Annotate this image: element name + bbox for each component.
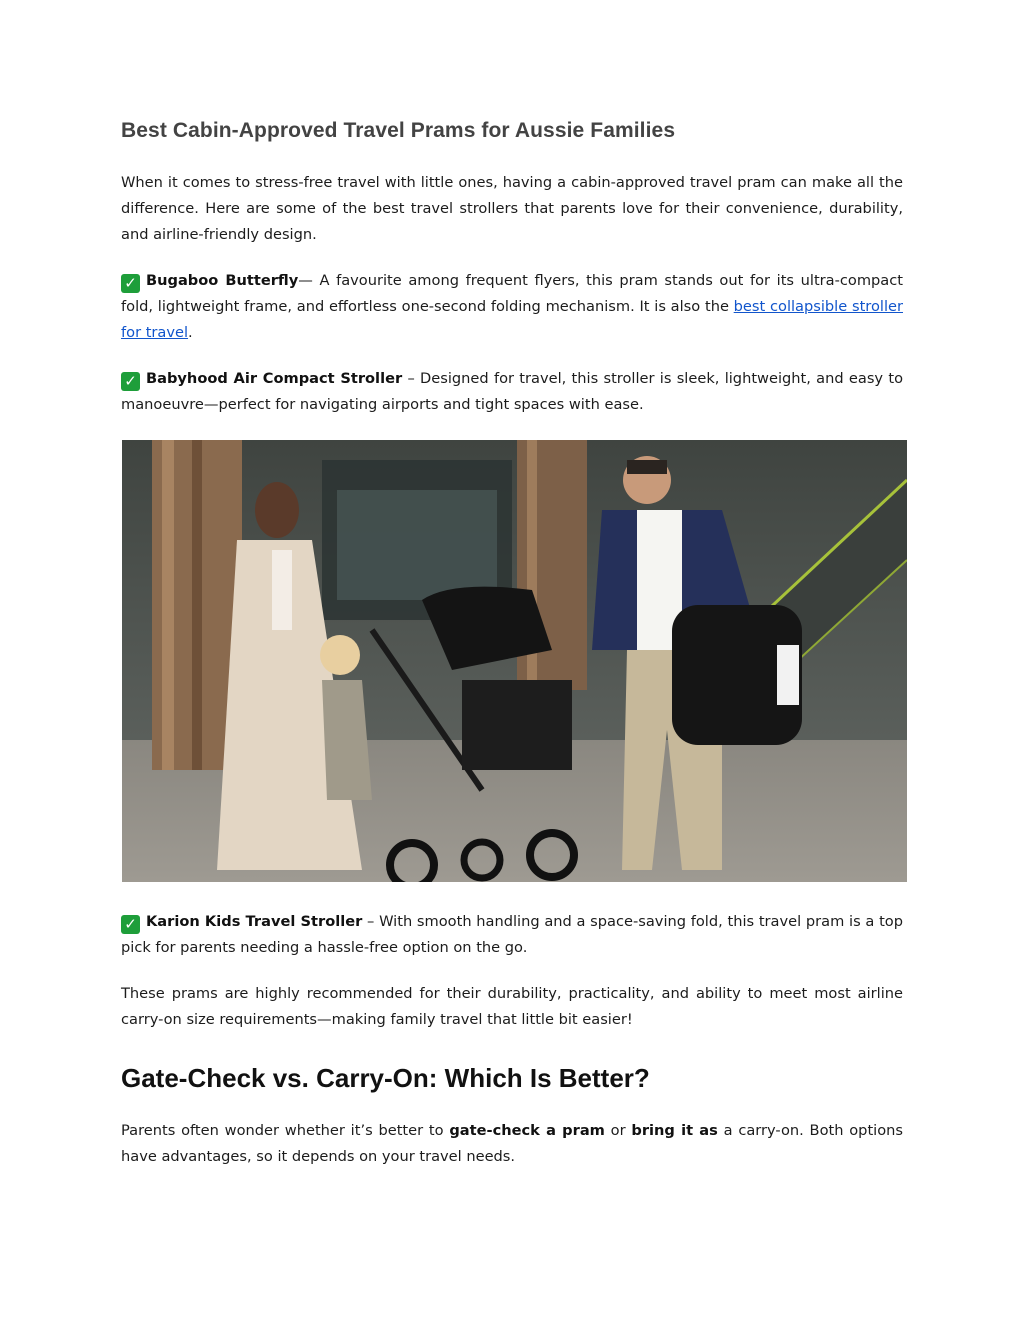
check-icon: ✓ (121, 372, 140, 391)
list-item-bugaboo (121, 268, 903, 346)
summary-paragraph: These prams are highly recommended for their durability, practicality, and ability to meet most airline carry-on size requirements—making family travel that little bit easier! (121, 985, 903, 1028)
section-heading: Gate-Check vs. Carry-On: Which Is Better? (121, 1063, 650, 1093)
list-item-karion (121, 909, 903, 961)
product-name: Karion Kids Travel Stroller (146, 913, 363, 930)
text-run: Parents often wonder whether it’s better to (121, 1122, 450, 1139)
product-name: Bugaboo Butterfly (146, 272, 299, 289)
bold-carry-on: bring it as (631, 1122, 718, 1139)
text-run: or (604, 1122, 632, 1139)
text-run: a carry-on. Both options have advantages, so it depends on your travel needs. (121, 1122, 903, 1165)
family-with-stroller-photo (122, 440, 907, 882)
intro-paragraph: When it comes to stress-free travel with little ones, having a cabin-approved travel pram can make all the difference. Here are some of the best travel strollers that parents love for their convenience, durability, and airline-friendly design. (121, 174, 903, 243)
check-icon: ✓ (121, 274, 140, 293)
product-name: Babyhood Air Compact Stroller (146, 370, 403, 387)
product-description-end: . (188, 324, 193, 341)
photo-illustration (122, 440, 907, 882)
bold-gate-check: gate-check a pram (449, 1122, 605, 1139)
product-description: – Designed for travel, this stroller is sleek, lightweight, and easy to manoeuvre—perfect for navigating airports and tight spaces with ease. (121, 370, 903, 413)
collapsible-stroller-link[interactable]: best collapsible stroller for travel (121, 298, 903, 341)
product-description: – With smooth handling and a space-saving fold, this travel pram is a top pick for parents needing a hassle-free option on the go. (121, 913, 903, 956)
page-heading: Best Cabin-Approved Travel Prams for Aussie Families (121, 119, 676, 142)
product-description: — A favourite among frequent flyers, this pram stands out for its ultra-compact fold, lightweight frame, and effortless one-second folding mechanism. It is also the (121, 272, 903, 315)
check-icon: ✓ (121, 915, 140, 934)
list-item-babyhood (121, 366, 903, 418)
section-paragraph (121, 1118, 903, 1170)
